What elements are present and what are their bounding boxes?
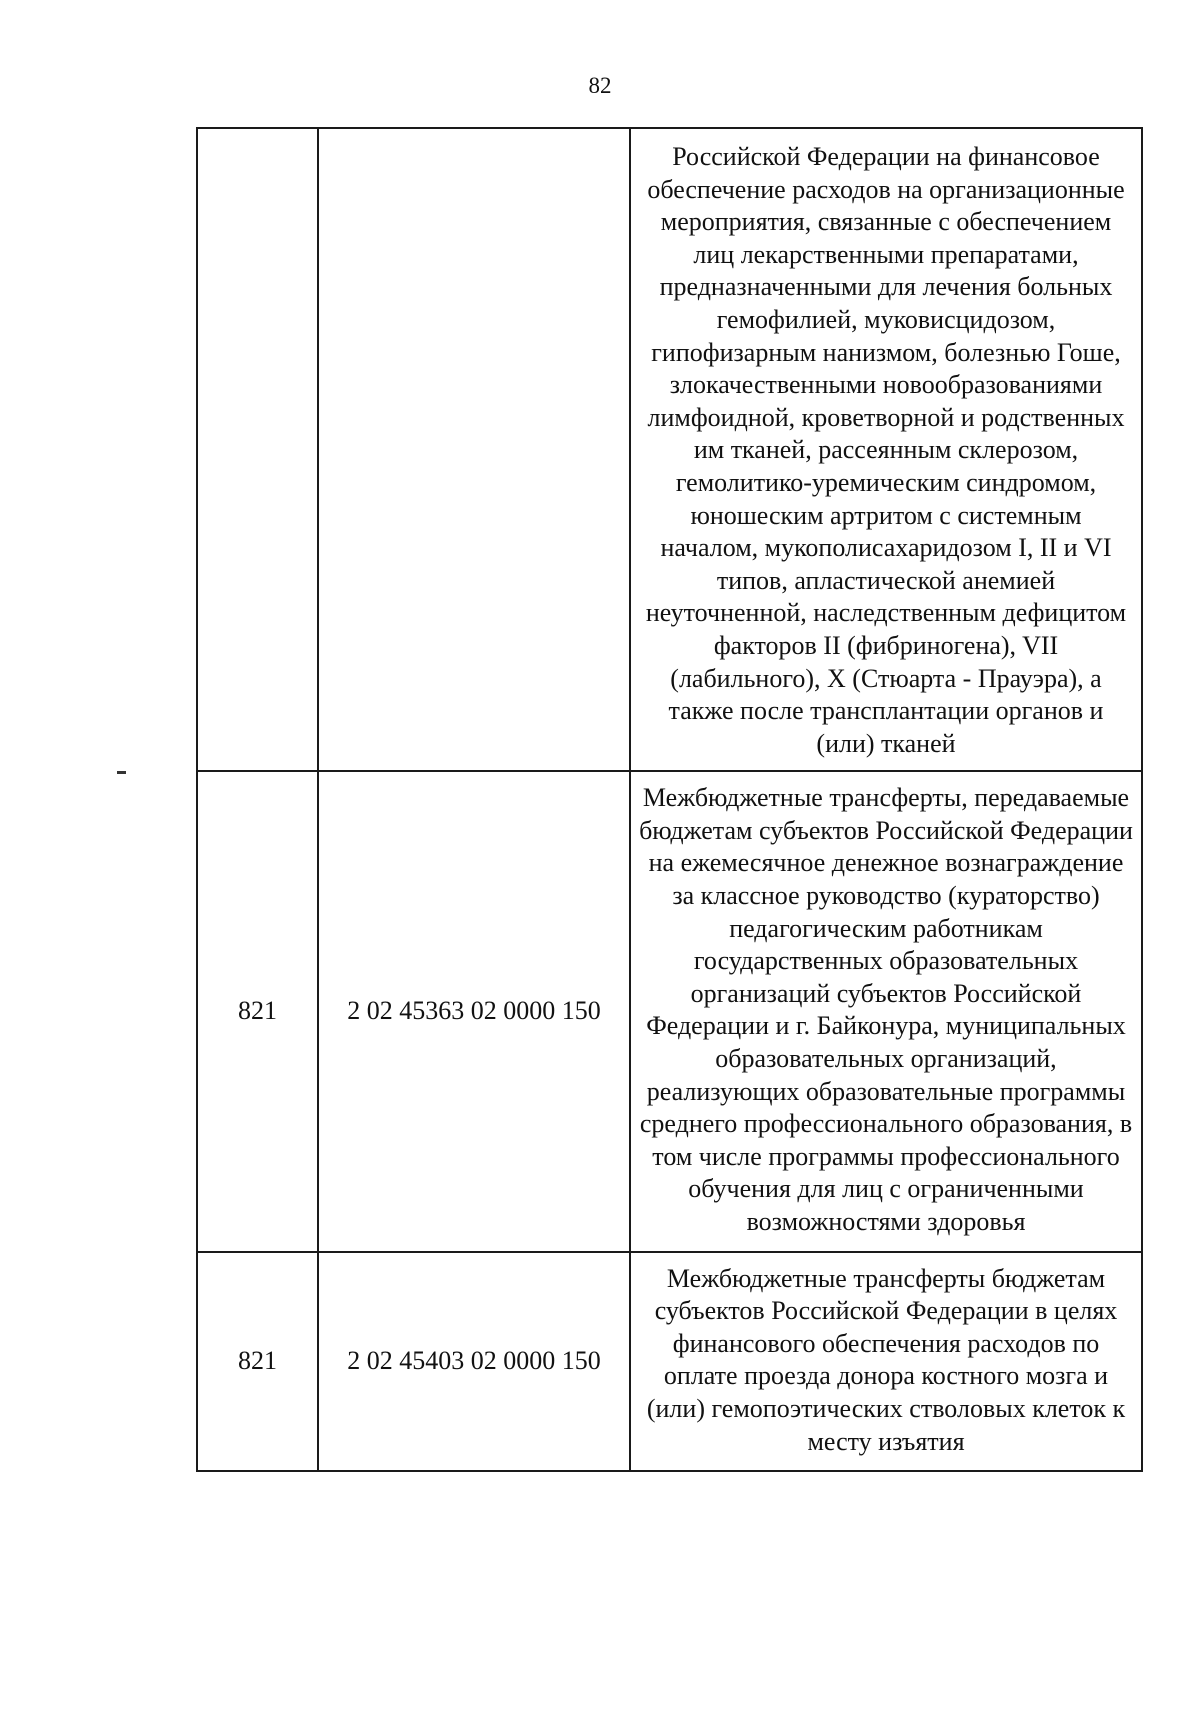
description-cell: Межбюджетные трансферты бюджетам субъектов Российской Федерации в целях финансового обеспечения расходов по оплате проезда донора костного мозга и (или) гемопоэтических стволовых клеток к месту изъятия: [630, 1252, 1142, 1472]
table-row: [197, 128, 1142, 771]
description-cell: Межбюджетные трансферты, передаваемые бюджетам субъектов Российской Федерации на ежемесячное денежное вознаграждение за классное руководство (кураторство) педагогическим работникам государственных образовательных организаций субъектов Российской Федерации и г. Байконура, муниципальных образовательных организаций, реализующих образовательные программы среднего профессионального образования, в том числе программы профессионального обучения для лиц с ограниченными возможностями здоровья: [630, 771, 1142, 1251]
table-row: [197, 771, 1142, 1251]
description-cell: Российской Федерации на финансовое обеспечение расходов на организационные мероприятия, связанные с обеспечением лиц лекарственными препаратами, предназначенными для лечения больных гемофилией, муковисцидозом, гипофизарным нанизмом, болезнью Гоше, злокачественными новообразованиями лимфоидной, кроветворной и родственных им тканей, рассеянным склерозом, гемолитико-уремическим синдромом, юношеским артритом с системным началом, мукополисахаридозом I, II и VI типов, апластической анемией неуточненной, наследственным дефицитом факторов II (фибриногена), VII (лабильного), X (Стюарта - Прауэра), а также после трансплантации органов и (или) тканей: [630, 128, 1142, 771]
admin-code-cell: 821: [197, 771, 318, 1251]
page-number: 82: [588, 73, 612, 98]
budget-code-cell: 2 02 45403 02 0000 150: [318, 1252, 630, 1472]
budget-code-cell: 2 02 45363 02 0000 150: [318, 771, 630, 1251]
table-row: [197, 1252, 1142, 1472]
budget-code-cell: [318, 128, 630, 771]
admin-code-cell: [197, 128, 318, 771]
budget-revenue-table: [196, 127, 1143, 1472]
scan-artifact-mark: [117, 771, 126, 774]
admin-code-cell: 821: [197, 1252, 318, 1472]
